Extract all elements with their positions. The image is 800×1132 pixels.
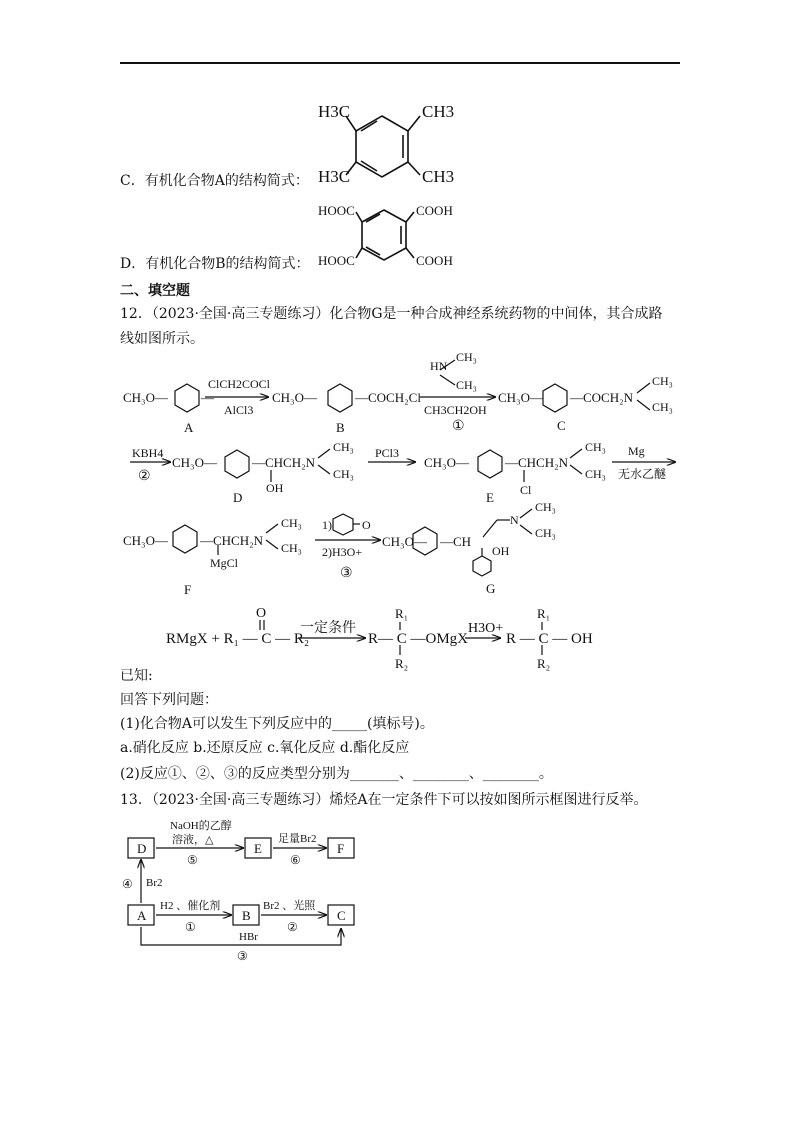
option-d-label: D．有机化合物B的结构简式： bbox=[120, 256, 310, 272]
svg-text:CH₃O—: CH₃O— bbox=[272, 390, 317, 405]
svg-text:Cl: Cl bbox=[520, 483, 532, 497]
known-label: 已知: bbox=[120, 668, 153, 684]
substituent-text: H3C bbox=[318, 102, 351, 121]
svg-text:R₁: R₁ bbox=[395, 606, 409, 621]
arrow-label: HBr bbox=[239, 931, 258, 943]
reagent-text: AlCl3 bbox=[224, 403, 254, 417]
svg-text:CH₃O—: CH₃O— bbox=[172, 455, 217, 470]
svg-text:OH: OH bbox=[266, 481, 284, 495]
substituent-text: HOOC bbox=[318, 203, 355, 218]
svg-text:—: — bbox=[201, 390, 214, 405]
svg-text:CH₃: CH₃ bbox=[333, 467, 354, 481]
svg-text:R— C —OMgX: R— C —OMgX bbox=[368, 631, 469, 647]
svg-text:CH₃: CH₃ bbox=[456, 378, 477, 392]
reagent-text: CH3CH2OH bbox=[424, 403, 487, 417]
arrow-label: 足量Br2 bbox=[278, 833, 317, 845]
step-number: ⑥ bbox=[290, 853, 301, 867]
reagent-text: 2)H3O+ bbox=[322, 545, 363, 559]
svg-text:R₂: R₂ bbox=[395, 656, 409, 671]
svg-text:CH₃: CH₃ bbox=[535, 500, 556, 514]
step-number: ② bbox=[138, 469, 151, 484]
arrow-label: 溶液，△ bbox=[172, 834, 214, 846]
substituent-text: CH3 bbox=[422, 102, 455, 121]
compound-label: F bbox=[184, 582, 192, 597]
svg-text:CH₃: CH₃ bbox=[281, 541, 302, 555]
step-number: ⑤ bbox=[187, 853, 198, 867]
svg-text:—COCH₂Cl: —COCH₂Cl bbox=[355, 390, 421, 405]
svg-text:CH₃: CH₃ bbox=[652, 400, 673, 414]
svg-text:CH₃O—: CH₃O— bbox=[123, 390, 168, 405]
reagent-text: 无水乙醚 bbox=[618, 467, 667, 481]
reagent-text: 一定条件 bbox=[300, 621, 356, 636]
compound-label: A bbox=[184, 420, 194, 435]
box-label: E bbox=[254, 841, 262, 856]
substituent-text: COOH bbox=[416, 203, 453, 218]
svg-text:CH₃: CH₃ bbox=[333, 440, 354, 454]
compound-label: G bbox=[486, 581, 496, 596]
compound-label: C bbox=[557, 418, 566, 433]
svg-text:CH₃O—: CH₃O— bbox=[424, 455, 469, 470]
arrow-label: Br2 bbox=[146, 877, 163, 889]
box-label: B bbox=[242, 908, 251, 923]
svg-text:N: N bbox=[510, 513, 519, 527]
q12-sub2: (2)反应①、②、③的反应类型分别为_______、________、________。 bbox=[120, 766, 553, 782]
svg-text:R₁: R₁ bbox=[537, 606, 551, 621]
svg-text:R — C — OH: R — C — OH bbox=[506, 631, 593, 647]
svg-text:CH₃O—: CH₃O— bbox=[382, 534, 427, 549]
reagent-text: ClCH2COCl bbox=[208, 377, 271, 391]
svg-text:—COCH₂N: —COCH₂N bbox=[570, 390, 634, 405]
svg-text:RMgX + R₁ — C — R₂: RMgX + R₁ — C — R₂ bbox=[166, 631, 310, 647]
svg-text:OH: OH bbox=[492, 544, 510, 558]
substituent-text: CH3 bbox=[422, 167, 455, 186]
svg-text:CH₃: CH₃ bbox=[535, 526, 556, 540]
substituent-text: H3C bbox=[318, 167, 351, 186]
compound-label: E bbox=[486, 490, 494, 505]
q12-sub1: (1)化合物A可以发生下列反应中的_____(填标号)。 bbox=[120, 716, 434, 732]
svg-text:HN: HN bbox=[430, 359, 448, 373]
step-number: ④ bbox=[122, 877, 133, 891]
box-label: C bbox=[337, 908, 346, 923]
section-title: 二、填空题 bbox=[120, 283, 190, 299]
step-number: ① bbox=[185, 920, 196, 934]
substituent-text: HOOC bbox=[318, 253, 355, 268]
svg-text:CH₃O—: CH₃O— bbox=[498, 390, 543, 405]
q13-text-line1: 13．（2023·全国·高三专题练习）烯烃A在一定条件下可以按如图所示框图进行反举。 bbox=[120, 792, 648, 808]
compound-label: B bbox=[336, 420, 345, 435]
arrow-label: NaOH的乙醇 bbox=[170, 820, 232, 832]
svg-text:MgCl: MgCl bbox=[210, 556, 239, 570]
arrow-label: Br2 、光照 bbox=[263, 900, 316, 912]
svg-text:CH₃: CH₃ bbox=[585, 440, 606, 454]
svg-text:—CHCH₂N: —CHCH₂N bbox=[505, 455, 569, 470]
box-label: D bbox=[137, 841, 147, 856]
arrow-label: H2 、催化剂 bbox=[160, 900, 221, 912]
reagent-text: PCl3 bbox=[375, 446, 400, 460]
reagent-text: Mg bbox=[628, 444, 645, 458]
svg-text:—CH: —CH bbox=[440, 534, 472, 549]
q12-text-line1: 12．（2023·全国·高三专题练习）化合物G是一种合成神经系统药物的中间体，其合成路 bbox=[120, 306, 663, 322]
svg-text:O: O bbox=[362, 518, 371, 532]
svg-text:O: O bbox=[256, 606, 267, 621]
svg-text:—CHCH₂N: —CHCH₂N bbox=[200, 533, 264, 548]
svg-text:CH₃: CH₃ bbox=[281, 516, 302, 530]
q12-text-line2: 线如图所示。 bbox=[120, 331, 204, 347]
reagent-text: H3O+ bbox=[468, 621, 504, 636]
svg-text:—CHCH₂N: —CHCH₂N bbox=[252, 455, 316, 470]
svg-text:CH₃: CH₃ bbox=[585, 467, 606, 481]
svg-text:CH₃O—: CH₃O— bbox=[123, 533, 168, 548]
svg-text:CH₃: CH₃ bbox=[652, 374, 673, 388]
step-number: ② bbox=[287, 920, 298, 934]
substituent-text: COOH bbox=[416, 253, 453, 268]
answer-prompt: 回答下列问题： bbox=[120, 692, 218, 708]
box-label: A bbox=[137, 908, 147, 923]
reagent-text: KBH4 bbox=[132, 446, 164, 460]
q12-sub1-options: a.硝化反应 b.还原反应 c.氧化反应 d.酯化反应 bbox=[120, 740, 410, 756]
compound-label: D bbox=[233, 490, 243, 505]
reagent-text: 1) bbox=[322, 518, 332, 532]
step-number: ① bbox=[452, 419, 465, 434]
step-number: ③ bbox=[237, 949, 248, 963]
svg-text:CH₃: CH₃ bbox=[456, 350, 477, 364]
box-label: F bbox=[337, 841, 345, 856]
option-c-label: C．有机化合物A的结构简式： bbox=[120, 173, 309, 189]
svg-text:R₂: R₂ bbox=[537, 656, 551, 671]
step-number: ③ bbox=[340, 566, 353, 581]
